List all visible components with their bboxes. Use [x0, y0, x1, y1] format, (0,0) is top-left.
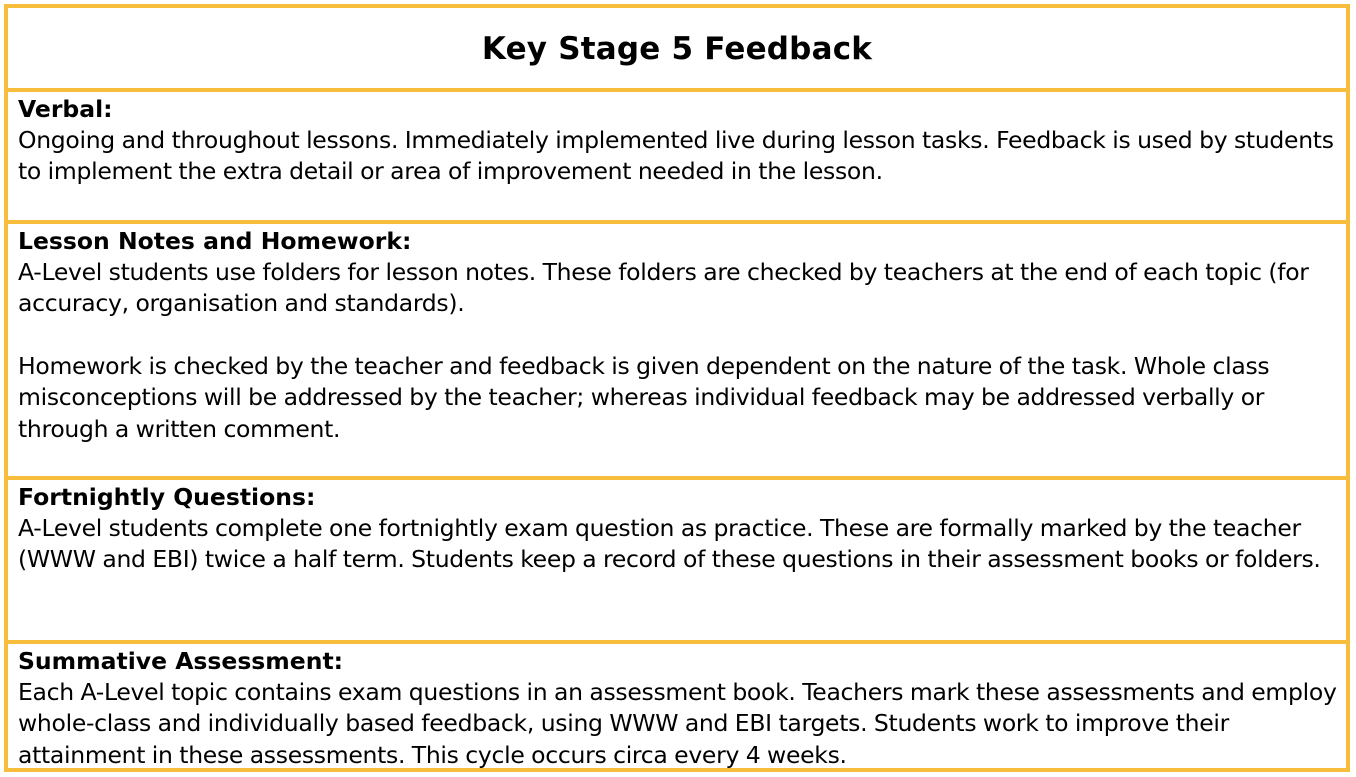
feedback-table [4, 4, 1350, 772]
section-text: Ongoing and throughout lessons. Immediately implemented live during lesson tasks. Feedback is used by students to implement the extra detail or area of improvement needed in the lesson. [18, 126, 1334, 186]
section-heading: Verbal: [18, 95, 113, 123]
section-text: Homework is checked by the teacher and feedback is given dependent on the nature of the task. Whole class misconceptions will be addressed by the teacher; whereas individual feedback may be addressed verbally or through a written comment. [18, 351, 1270, 443]
section-text: A-Level students complete one fortnightly exam question as practice. These are formally marked by the teacher (WWW and EBI) twice a half term. Students keep a record of these questions in their assessment books or folders. [18, 514, 1321, 574]
section-lesson-notes [8, 224, 1346, 480]
section-heading: Fortnightly Questions: [18, 483, 316, 511]
section-heading: Lesson Notes and Homework: [18, 227, 412, 255]
section-text: A-Level students use folders for lesson notes. These folders are checked by teachers at the end of each topic (for accuracy, organisation and standards). [18, 258, 1309, 318]
page-title: Key Stage 5 Feedback [481, 31, 873, 67]
section-text: Each A-Level topic contains exam questions in an assessment book. Teachers mark these assessments and employ whole-class and individually based feedback, using WWW and EBI targets. Students work to improve their attainment in these assessments. This cycle occurs circa every 4 weeks. [18, 678, 1337, 768]
section-heading: Summative Assessment: [18, 647, 344, 675]
title-row [8, 8, 1346, 92]
section-summative [8, 644, 1346, 768]
section-verbal [8, 92, 1346, 224]
section-fortnightly [8, 480, 1346, 644]
